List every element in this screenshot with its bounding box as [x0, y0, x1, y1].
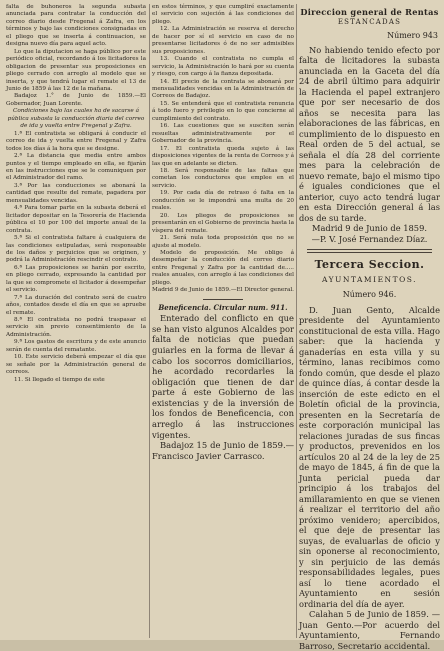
dateline: Madrid 9 de Junio de 1859.—El Director general.	[152, 287, 294, 294]
condition-item: 17. El contratista queda sujeto á las disposiciones vigentes de la renta de Correos y á las que en adelante se dicten.	[152, 145, 294, 167]
condition-item: 2.ª La distancia que media entre ambos puntos y el tiempo empleado en ella, se fijarán en las instrucciones que se le comuniquen por el Administrador del ramo.	[6, 153, 146, 182]
department-subtitle: ESTANCADAS	[337, 18, 402, 26]
paragraph: Lo que la diputacion se haga público por este periódico oficial, recordando á los licitadores la obligacion de presentar sus proposiciones en pliego cerrado con arreglo al modelo que se inserta, y que tendrá lugar el remate el 13 de Junio de 1859 á las 12 de la mañana.	[6, 48, 146, 92]
condition-item: 19. Por cada día de retraso ó falta en la conducción se le impondrá una multa de 20 reales.	[152, 190, 294, 212]
condition-item: 13. Cuando el contratista no cumpla el servicio, la Administración lo hará por su cuenta y riesgo, con cargo á la fianza depositada.	[152, 56, 294, 78]
notice-number: Número 946.	[342, 290, 397, 299]
column-rule	[149, 4, 150, 638]
section-subtitle: AYUNTAMIENTOS.	[321, 274, 418, 284]
model-proposal: Modelo de proposición. Me obligo á desempeñar la conducción del correo diario entre Fregenal y Zafra por la cantidad de..... reales anuales, con arreglo á las condiciones del pliego.	[152, 249, 294, 286]
condition-item: 10. Este servicio deberá empezar el día que se señale por la Administración general de correos.	[6, 354, 146, 376]
department-title: Direccion general de Rentas	[300, 7, 439, 17]
condition-item: 16. Las cuestiones que se susciten serán resueltas administrativamente por el Gobernador de la provincia.	[152, 123, 294, 145]
condition-item: 18. Será responsable de las faltas que cometan los conductores que emplee en el servicio.	[152, 167, 294, 189]
notice-body: No habiendo tenido efecto por falta de licitadores la subasta anunciada en la Gaceta del día 24 de abril último para adquirir la Hacienda el papel extranjero que por ser necesario de dos años se necesita para las elaboraciones de las fábricas, en cumplimiento de lo dispuesto en Real orden de 5 del actual, se señala el día 28 del corriente mes para la celebración de nuevo remate, bajo el mismo tipo é iguales condiciones que el anterior, cuyo acto tendrá lugar en esta Dirección general á las dos de su tarde.	[299, 44, 440, 223]
divider	[307, 249, 432, 253]
column-2	[152, 4, 294, 638]
column-rule	[296, 4, 297, 638]
column-container	[6, 4, 440, 651]
column-3	[299, 4, 440, 651]
conditions-heading: Condiciones bajo las cuales ha de sacarse á pública subasta la conducción diaria del correo de ida y vuelta entre Fregenal y Zafra.	[7, 108, 145, 130]
divider	[203, 299, 243, 300]
paragraph: Badajoz 1.° de Junio de 1859.—El Gobernador, Juan Lorente.	[6, 93, 146, 107]
condition-item: 8.ª El contratista no podrá traspasar el servicio sin previo consentimiento de la Administración.	[6, 317, 146, 338]
condition-item: 3.ª Por las conducciones se abonará la cantidad que resulte del remate, pagadera por mensualidades vencidas.	[6, 182, 146, 204]
condition-item: 20. Los pliegos de proposiciones se presentarán en el Gobierno de provincia hasta la víspera del remate.	[152, 212, 294, 234]
notice-number: Número 943	[387, 31, 438, 40]
notice-date: Madrid 9 de Junio de 1859.	[311, 223, 427, 233]
notice-body: D. Juan Gento, Alcalde presidente del Ayuntamiento constitucional de esta villa. Hago saber: que la hacienda y ganaderías en esta villa y su término, lanas recibimos como fondo común, que desde el plazo de quince días, á contar desde la inserción de este edicto en el Boletín oficial de la provincia, presenten en la Secretaría de este corporación municipal las relaciones juradas de sus fincas y productos, prevenidos en los artículos 20 al 24 de la ley de 25 de mayo de 1845, á fin de que la Junta pericial pueda dar principio á los trabajos del amillaramiento en que se vienen á realizar el territorio del año próximo venidero; apercibidos, el que deje de presentar las suyas, de evaluarlas de oficio y sin oponerse al reconocimiento, y sin perjuicio de las demás responsabilidades legales, pues así lo tiene acordado el Ayuntamiento en sesión ordinaria del día de ayer.	[299, 304, 440, 609]
paragraph: falta de buhoneros la segunda subasta anunciada para contratar la conducción del correo diario desde Fregenal á Zafra, en los términos y bajo las condiciones consignadas en el pliego que se inserta á continuacion, se designa nuevo día para aquel acto.	[6, 4, 146, 48]
paragraph: Enterado del conflicto en que se han visto algunos Alcaldes por falta de noticias que puedan guiarles en la forma de llevar á cabo los socorros domiciliarios, he acordado recordarles la obligación que tienen de dar parte á este Gobierno de las existencias y de la inversión de los fondos de Beneficencia, con arreglo á las instrucciones vigentes.	[152, 313, 294, 440]
notice-signature: —P. V. José Fernandez Díaz.	[311, 233, 428, 244]
condition-item: 15. Se entenderá que el contratista renuncia á todo fuero y privilegio en lo que concierne al cumplimiento del contrato.	[152, 100, 294, 122]
condition-item: 5.ª Si el contratista faltare á cualquiera de las condiciones estipuladas, será responsable de los daños y perjuicios que se originen, y podrá la Administración rescindir el contrato.	[6, 235, 146, 264]
condition-item: 21. Será nula toda proposición que no se ajuste al modelo.	[152, 235, 294, 249]
condition-item: 11. Si llegado el tiempo de este	[14, 376, 105, 383]
condition-item: 4.ª Para tomar parte en la subasta deberá el licitador depositar en la Tesorería de Hacienda pública el 10 por 100 del importe anual de la contrata.	[6, 205, 146, 234]
section-title: Tercera Seccion.	[314, 258, 425, 271]
condition-item: 7.ª La duración del contrato será de cuatro años, contados desde el día en que se apruebe el remate.	[6, 294, 146, 316]
condition-item: 12. La Administración se reserva el derecho de hacer por sí el servicio en caso de no presentarse licitadores ó de no ser admisibles sus proposiciones.	[152, 26, 294, 55]
condition-item: 14. El precio de la contrata se abonará por mensualidades vencidas en la Administración de Correos de Badajoz.	[152, 78, 294, 100]
condition-item: 6.ª Las proposiciones se harán por escrito, en pliego cerrado, expresando la cantidad por la que se compromete el licitador á desempeñar el servicio.	[6, 264, 146, 294]
condition-item: 9.ª Los gastos de escritura y de este anuncio serán de cuenta del rematante.	[6, 339, 146, 353]
signature: Badajoz 15 de Junio de 1859.—Francisco Javier Carrasco.	[152, 440, 294, 461]
notice-signature: Calahan 5 de Junio de 1859. —Juan Gento.—Por acuerdo del Ayuntamiento, Fernando Barroso, Secretario accidental.	[299, 609, 440, 651]
paragraph: en estos términos, y que cumpliré exactamente el servicio con sujeción á las condiciones del pliego.	[152, 4, 294, 25]
column-1	[6, 4, 146, 638]
condition-item: 1.ª El contratista se obligará á conducir el correo de ida y vuelta entre Fregenal y Zafra todos los días á la hora que se designe.	[6, 130, 146, 152]
section-heading: Beneficencia. Circular num. 911.	[158, 302, 288, 312]
